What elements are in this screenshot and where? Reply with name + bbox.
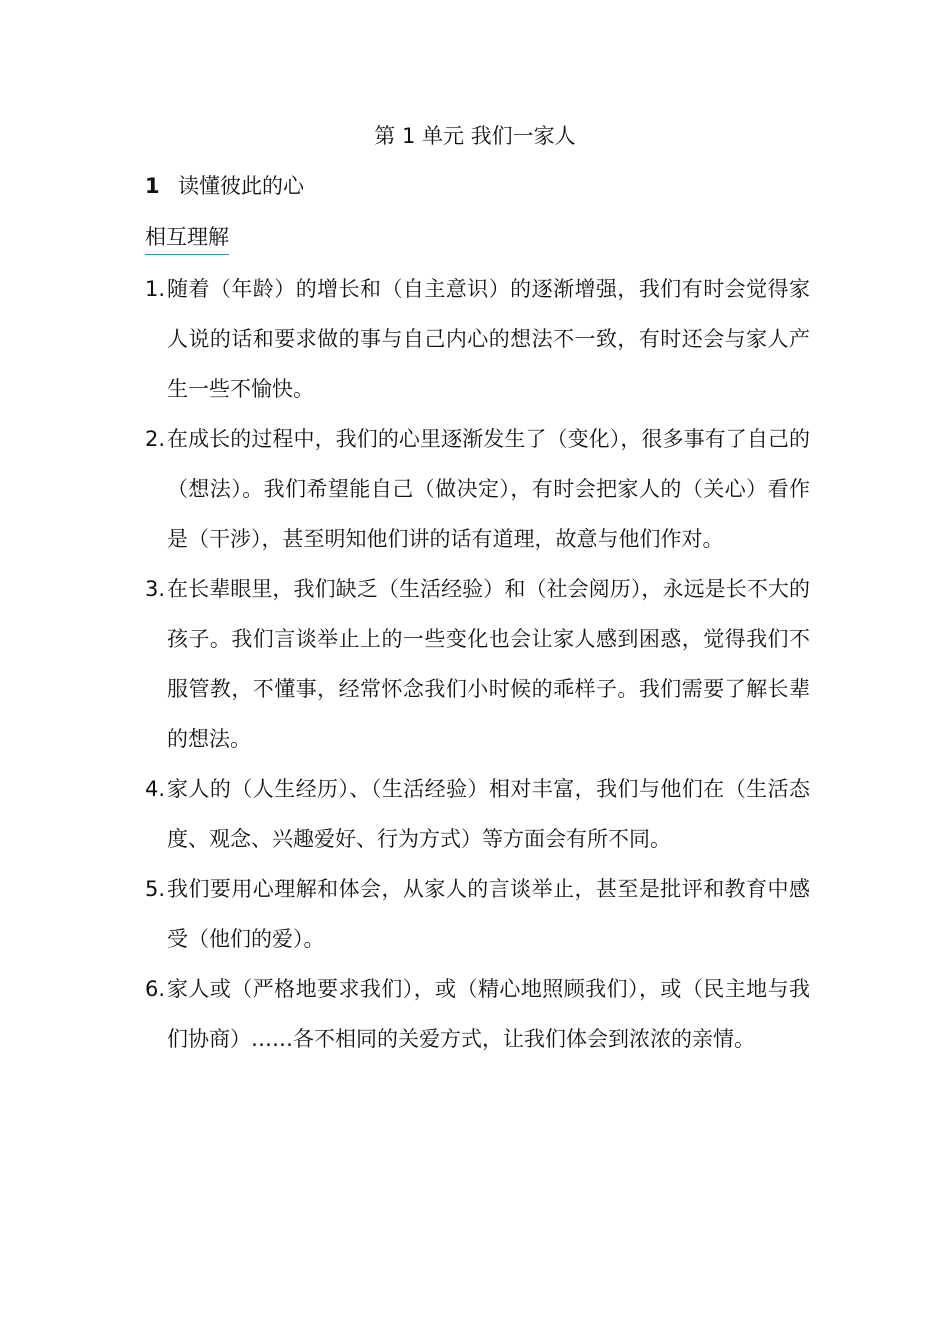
list-item: [145, 564, 810, 764]
item-text: 我们要用心理解和体会，从家人的言谈举止，甚至是批评和教育中感受（他们的爱）。: [167, 877, 810, 951]
item-text: 家人的（人生经历）、（生活经验）相对丰富，我们与他们在（生活态度、观念、兴趣爱好、行为方式）等方面会有所不同。: [167, 777, 810, 851]
lesson-title: 读懂彼此的心: [178, 174, 304, 198]
list-item: [145, 764, 810, 864]
item-number: 5.: [145, 877, 166, 901]
item-text: 家人或（严格地要求我们），或（精心地照顾我们），或（民主地与我们协商）……各不相同的关爱方式，让我们体会到浓浓的亲情。: [167, 977, 810, 1051]
section-heading: 相互理解: [145, 221, 229, 255]
item-number: 6.: [145, 977, 166, 1001]
list-item: [145, 964, 810, 1064]
list-item: [145, 414, 810, 564]
item-number: 2.: [145, 427, 166, 451]
item-number: 3.: [145, 577, 166, 601]
unit-title: 第 1 单元 我们一家人: [374, 124, 576, 148]
item-number: 4.: [145, 777, 166, 801]
item-text: 在长辈眼里，我们缺乏（生活经验）和（社会阅历），永远是长不大的孩子。我们言谈举止上的一些变化也会让家人感到困惑，觉得我们不服管教，不懂事，经常怀念我们小时候的乖样子。我们需要了解长辈的想法。: [167, 577, 810, 751]
item-number: 1.: [145, 277, 166, 301]
numbered-list: [145, 264, 810, 1064]
list-item: [145, 864, 810, 964]
list-item: [145, 264, 810, 414]
lesson-number: 1: [145, 174, 160, 198]
lesson-heading: [145, 170, 304, 202]
item-text: 在成长的过程中，我们的心里逐渐发生了（变化），很多事有了自己的（想法）。我们希望能自己（做决定），有时会把家人的（关心）看作是（干涉），甚至明知他们讲的话有道理，故意与他们作对。: [167, 427, 810, 551]
item-text: 随着（年龄）的增长和（自主意识）的逐渐增强，我们有时会觉得家人说的话和要求做的事与自己内心的想法不一致，有时还会与家人产生一些不愉快。: [167, 277, 810, 401]
